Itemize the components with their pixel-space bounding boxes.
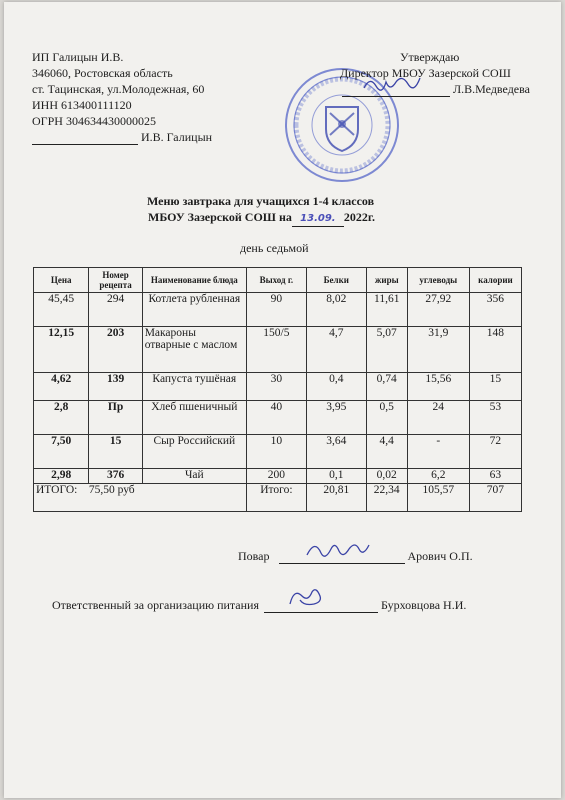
cell-fat: 11,61 [366,293,407,327]
cell-dish: Чай [142,469,246,484]
responsible-signature-line [52,598,466,613]
total-sum: 75,50 руб [88,484,135,496]
menu-year: 2022г. [343,210,375,224]
cell-yield: 10 [246,435,306,469]
cell-price: 45,45 [34,293,89,327]
cell-protein: 0,1 [306,469,366,484]
table-row [34,435,522,469]
menu-table [33,267,522,512]
header-protein: Белки [306,268,366,293]
cell-kcal: 15 [469,373,521,401]
cell-carbs: 27,92 [407,293,469,327]
header-carbs: углеводы [407,268,469,293]
header-recipe: Номер рецепта [89,268,142,293]
cell-recipe: Пр [89,401,142,435]
responsible-signature [286,586,326,610]
menu-title: Меню завтрака для учащихся 1-4 классов [147,194,375,208]
cell-kcal: 72 [469,435,521,469]
header-dish: Наименование блюда [142,268,246,293]
left-signature-line [32,130,212,145]
director-signature [362,74,422,94]
table-header-row [34,268,522,293]
cook-signature-line [238,549,473,564]
cell-total-sum [34,484,247,512]
cell-fat: 0,5 [366,401,407,435]
menu-title-line2 [148,210,375,227]
cell-fat: 0,74 [366,373,407,401]
cell-carbs: 24 [407,401,469,435]
company-name: ИП Галицын И.В. [32,50,124,64]
cell-carbs: 15,56 [407,373,469,401]
cell-total-label: Итого: [246,484,306,512]
cook-name: Арович О.П. [407,549,473,563]
table-row [34,401,522,435]
cell-total-carbs: 105,57 [407,484,469,512]
cook-signature [305,539,371,561]
cell-recipe: 15 [89,435,142,469]
responsible-name: Бурховцова Н.И. [381,598,467,612]
cell-kcal: 63 [469,469,521,484]
director-name: Л.В.Медведева [453,82,530,96]
cell-fat: 0,02 [366,469,407,484]
cell-dish: Котлета рубленная [142,293,246,327]
cell-price: 2,98 [34,469,89,484]
cell-carbs: 6,2 [407,469,469,484]
menu-school: МБОУ Зазерской СОШ на [148,210,292,224]
cook-label: Повар [238,549,270,563]
right-signature-line [342,82,530,97]
header-kcal: калории [469,268,521,293]
company-address-1: 346060, Ростовская область [32,66,173,80]
cell-carbs: - [407,435,469,469]
cell-total-fat: 22,34 [366,484,407,512]
responsible-label: Ответственный за организацию питания [52,598,259,612]
table-row [34,327,522,373]
table-row [34,373,522,401]
menu-date: 13.09. [300,213,336,224]
cell-protein: 0,4 [306,373,366,401]
cell-fat: 5,07 [366,327,407,373]
table-total-row [34,484,522,512]
table-row [34,293,522,327]
cell-kcal: 356 [469,293,521,327]
table-row [34,469,522,484]
company-ogrn: ОГРН 304634430000025 [32,114,156,128]
cell-price: 2,8 [34,401,89,435]
header-price: Цена [34,268,89,293]
menu-day: день седьмой [240,241,309,255]
cell-total-kcal: 707 [469,484,521,512]
cell-recipe: 376 [89,469,142,484]
cell-kcal: 53 [469,401,521,435]
cell-yield: 90 [246,293,306,327]
cell-dish: Хлеб пшеничный [142,401,246,435]
director-position: Директор МБОУ Зазерской СОШ [340,66,511,80]
left-signature-name: И.В. Галицын [141,130,213,144]
total-label: ИТОГО: [36,484,78,496]
cell-protein: 8,02 [306,293,366,327]
approve-label: Утверждаю [400,50,460,64]
header-yield: Выход г. [246,268,306,293]
cell-yield: 40 [246,401,306,435]
cell-fat: 4,4 [366,435,407,469]
cell-protein: 4,7 [306,327,366,373]
cell-price: 12,15 [34,327,89,373]
cell-dish: Макароны отварные с маслом [142,327,246,373]
cell-price: 7,50 [34,435,89,469]
header-fat: жиры [366,268,407,293]
cell-kcal: 148 [469,327,521,373]
company-inn: ИНН 613400111120 [32,98,132,112]
cell-recipe: 294 [89,293,142,327]
cell-protein: 3,64 [306,435,366,469]
cell-dish: Сыр Российский [142,435,246,469]
cell-yield: 150/5 [246,327,306,373]
cell-yield: 30 [246,373,306,401]
cell-total-protein: 20,81 [306,484,366,512]
cell-recipe: 203 [89,327,142,373]
cell-dish: Капуста тушёная [142,373,246,401]
cell-price: 4,62 [34,373,89,401]
cell-protein: 3,95 [306,401,366,435]
cell-yield: 200 [246,469,306,484]
document-page [4,2,561,798]
cell-carbs: 31,9 [407,327,469,373]
cell-recipe: 139 [89,373,142,401]
company-address-2: ст. Тацинская, ул.Молодежная, 60 [32,82,205,96]
